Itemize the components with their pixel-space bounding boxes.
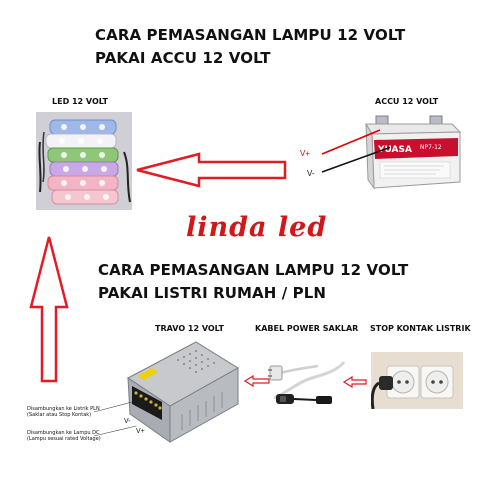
- note-ac-line1: Disambungkan ke Listrik PLN: [27, 406, 100, 412]
- title-accu-line1: CARA PEMASANGAN LAMPU 12 VOLT: [95, 26, 406, 44]
- arrow-kabel-to-travo: [244, 375, 270, 387]
- note-dc-line1: Disambungkan ke Lampu DC: [27, 430, 100, 436]
- battery-vplus-label: V+: [300, 149, 311, 158]
- title-accu-line2: PAKAI ACCU 12 VOLT: [95, 49, 271, 67]
- brand-logo-text: linda led: [186, 212, 328, 243]
- power-cable-image: [268, 352, 348, 416]
- label-kabel: KABEL POWER SAKLAR: [255, 324, 359, 333]
- battery-model-text: NP7-12: [420, 144, 442, 151]
- arrow-accu-to-led: [135, 152, 290, 188]
- battery-brand-text: YUASA: [378, 145, 412, 155]
- travo-vminus-label: V-: [124, 418, 131, 425]
- label-travo: TRAVO 12 VOLT: [155, 324, 224, 333]
- note-dc-line2: (Lampu sesuai rated Voltage): [27, 436, 101, 442]
- battery-vminus-label: V-: [307, 169, 315, 178]
- label-accu: ACCU 12 VOLT: [375, 97, 439, 106]
- battery-wires: [310, 120, 390, 180]
- travo-vplus-label: V+: [136, 428, 145, 435]
- title-pln-line1: CARA PEMASANGAN LAMPU 12 VOLT: [98, 261, 409, 279]
- led-modules-image: [36, 112, 132, 210]
- title-pln-line2: PAKAI LISTRI RUMAH / PLN: [98, 284, 327, 302]
- arrow-travo-to-led: [28, 235, 70, 383]
- wall-socket-image: [371, 352, 463, 409]
- label-stop-kontak: STOP KONTAK LISTRIK: [370, 324, 471, 333]
- note-ac-line2: (Saklar atau Stop Kontak): [27, 412, 92, 418]
- note-leader-lines: [92, 400, 142, 446]
- label-led: LED 12 VOLT: [52, 97, 108, 106]
